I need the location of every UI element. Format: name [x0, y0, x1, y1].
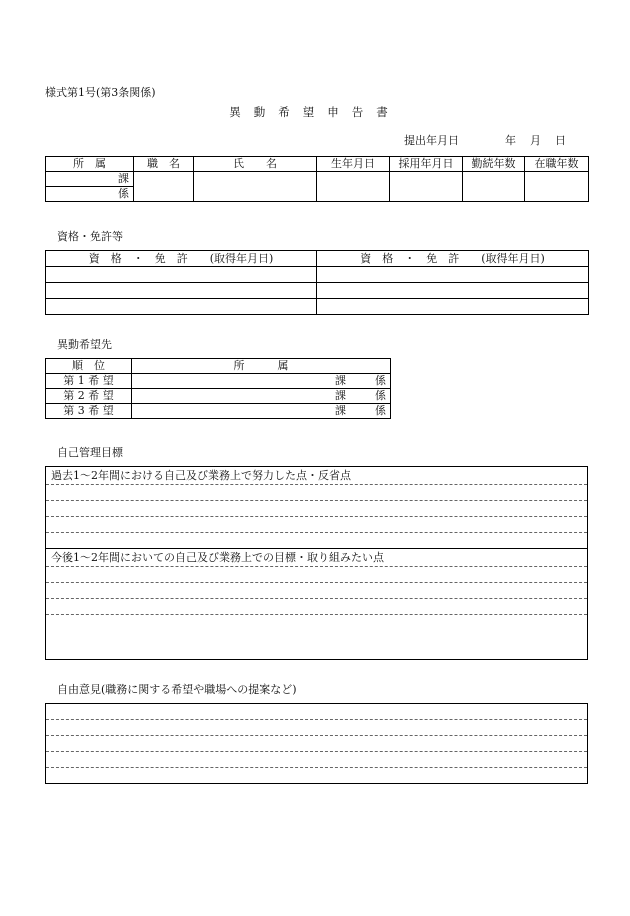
date-day-label: 日	[555, 134, 566, 147]
qualification-header-left: 資 格 ・ 免 許 (取得年月日)	[46, 251, 317, 267]
rank-header: 順 位	[46, 359, 132, 374]
qualification-row	[46, 267, 589, 283]
self-management-box	[45, 466, 588, 660]
submission-date-label: 提出年月日	[404, 134, 459, 147]
future-goals-line[interactable]	[46, 599, 587, 615]
transfer-choice-row	[46, 374, 391, 389]
header-department: 所 属	[46, 157, 134, 172]
free-opinion-box	[45, 703, 588, 784]
years-position-field[interactable]	[525, 172, 589, 202]
qualification-entry-field[interactable]	[46, 267, 317, 283]
past-efforts-line[interactable]	[46, 485, 587, 501]
qualification-header-right: 資 格 ・ 免 許 (取得年月日)	[317, 251, 589, 267]
rank-label: 第 3 希 望	[46, 404, 132, 419]
document-title: 異動希望申告書	[229, 105, 401, 119]
kakari-label: 係	[375, 389, 386, 402]
future-goals-line[interactable]	[46, 615, 587, 628]
department-header: 所 属	[132, 359, 391, 374]
department-section-field[interactable]: 課	[46, 172, 134, 187]
past-efforts-line[interactable]	[46, 517, 587, 533]
date-year-label: 年	[505, 134, 516, 147]
future-goals-line[interactable]	[46, 567, 587, 583]
qualifications-header-row	[46, 251, 589, 267]
qualification-row	[46, 283, 589, 299]
submission-date-line	[404, 132, 566, 148]
transfer-choice-field[interactable]	[132, 374, 391, 389]
qualification-entry-field[interactable]	[46, 299, 317, 315]
header-years-service: 勤続年数	[463, 157, 525, 172]
transfer-choice-row	[46, 389, 391, 404]
header-birth-date: 生年月日	[317, 157, 390, 172]
ka-label: 課	[335, 404, 346, 417]
past-efforts-prompt: 過去1～2年間における自己及び業務上で努力した点・反省点	[46, 467, 587, 485]
header-years-position: 在職年数	[525, 157, 589, 172]
qualification-entry-field[interactable]	[317, 283, 589, 299]
qualification-row	[46, 299, 589, 315]
kakari-label: 係	[375, 374, 386, 387]
department-subsection-field[interactable]: 係	[46, 187, 134, 202]
header-job-title: 職 名	[134, 157, 194, 172]
future-goals-prompt: 今後1～2年間においての自己及び業務上での目標・取り組みたい点	[46, 548, 587, 567]
header-name: 氏 名	[194, 157, 317, 172]
qualifications-table	[45, 250, 589, 315]
past-efforts-line[interactable]	[46, 533, 587, 548]
job-title-field[interactable]	[134, 172, 194, 202]
qualification-entry-field[interactable]	[317, 299, 589, 315]
free-opinion-line[interactable]	[46, 704, 587, 720]
free-opinion-line[interactable]	[46, 752, 587, 768]
name-field[interactable]	[194, 172, 317, 202]
transfer-header-row	[46, 359, 391, 374]
transfer-choice-row	[46, 404, 391, 419]
kakari-label: 係	[375, 404, 386, 417]
birth-date-field[interactable]	[317, 172, 390, 202]
free-opinion-line[interactable]	[46, 736, 587, 752]
hire-date-field[interactable]	[390, 172, 463, 202]
qualification-entry-field[interactable]	[46, 283, 317, 299]
qualification-entry-field[interactable]	[317, 267, 589, 283]
free-opinion-line[interactable]	[46, 720, 587, 736]
years-service-field[interactable]	[463, 172, 525, 202]
free-opinion-section-title: 自由意見(職務に関する希望や職場への提案など)	[57, 683, 297, 696]
past-efforts-line[interactable]	[46, 501, 587, 517]
personnel-table	[45, 156, 589, 202]
date-month-label: 月	[530, 134, 541, 147]
rank-label: 第 1 希 望	[46, 374, 132, 389]
form-number-label: 様式第1号(第3条関係)	[45, 86, 156, 99]
transfer-section-title: 異動希望先	[57, 338, 112, 351]
transfer-preference-table	[45, 358, 391, 419]
personnel-header-row	[46, 157, 589, 172]
self-management-section-title: 自己管理目標	[57, 446, 123, 459]
rank-label: 第 2 希 望	[46, 389, 132, 404]
ka-label: 課	[335, 374, 346, 387]
header-hire-date: 採用年月日	[390, 157, 463, 172]
transfer-choice-field[interactable]	[132, 404, 391, 419]
future-goals-line[interactable]	[46, 583, 587, 599]
free-opinion-line[interactable]	[46, 768, 587, 782]
qualifications-section-title: 資格・免許等	[57, 230, 123, 243]
transfer-choice-field[interactable]	[132, 389, 391, 404]
personnel-row-section	[46, 172, 589, 187]
ka-label: 課	[335, 389, 346, 402]
